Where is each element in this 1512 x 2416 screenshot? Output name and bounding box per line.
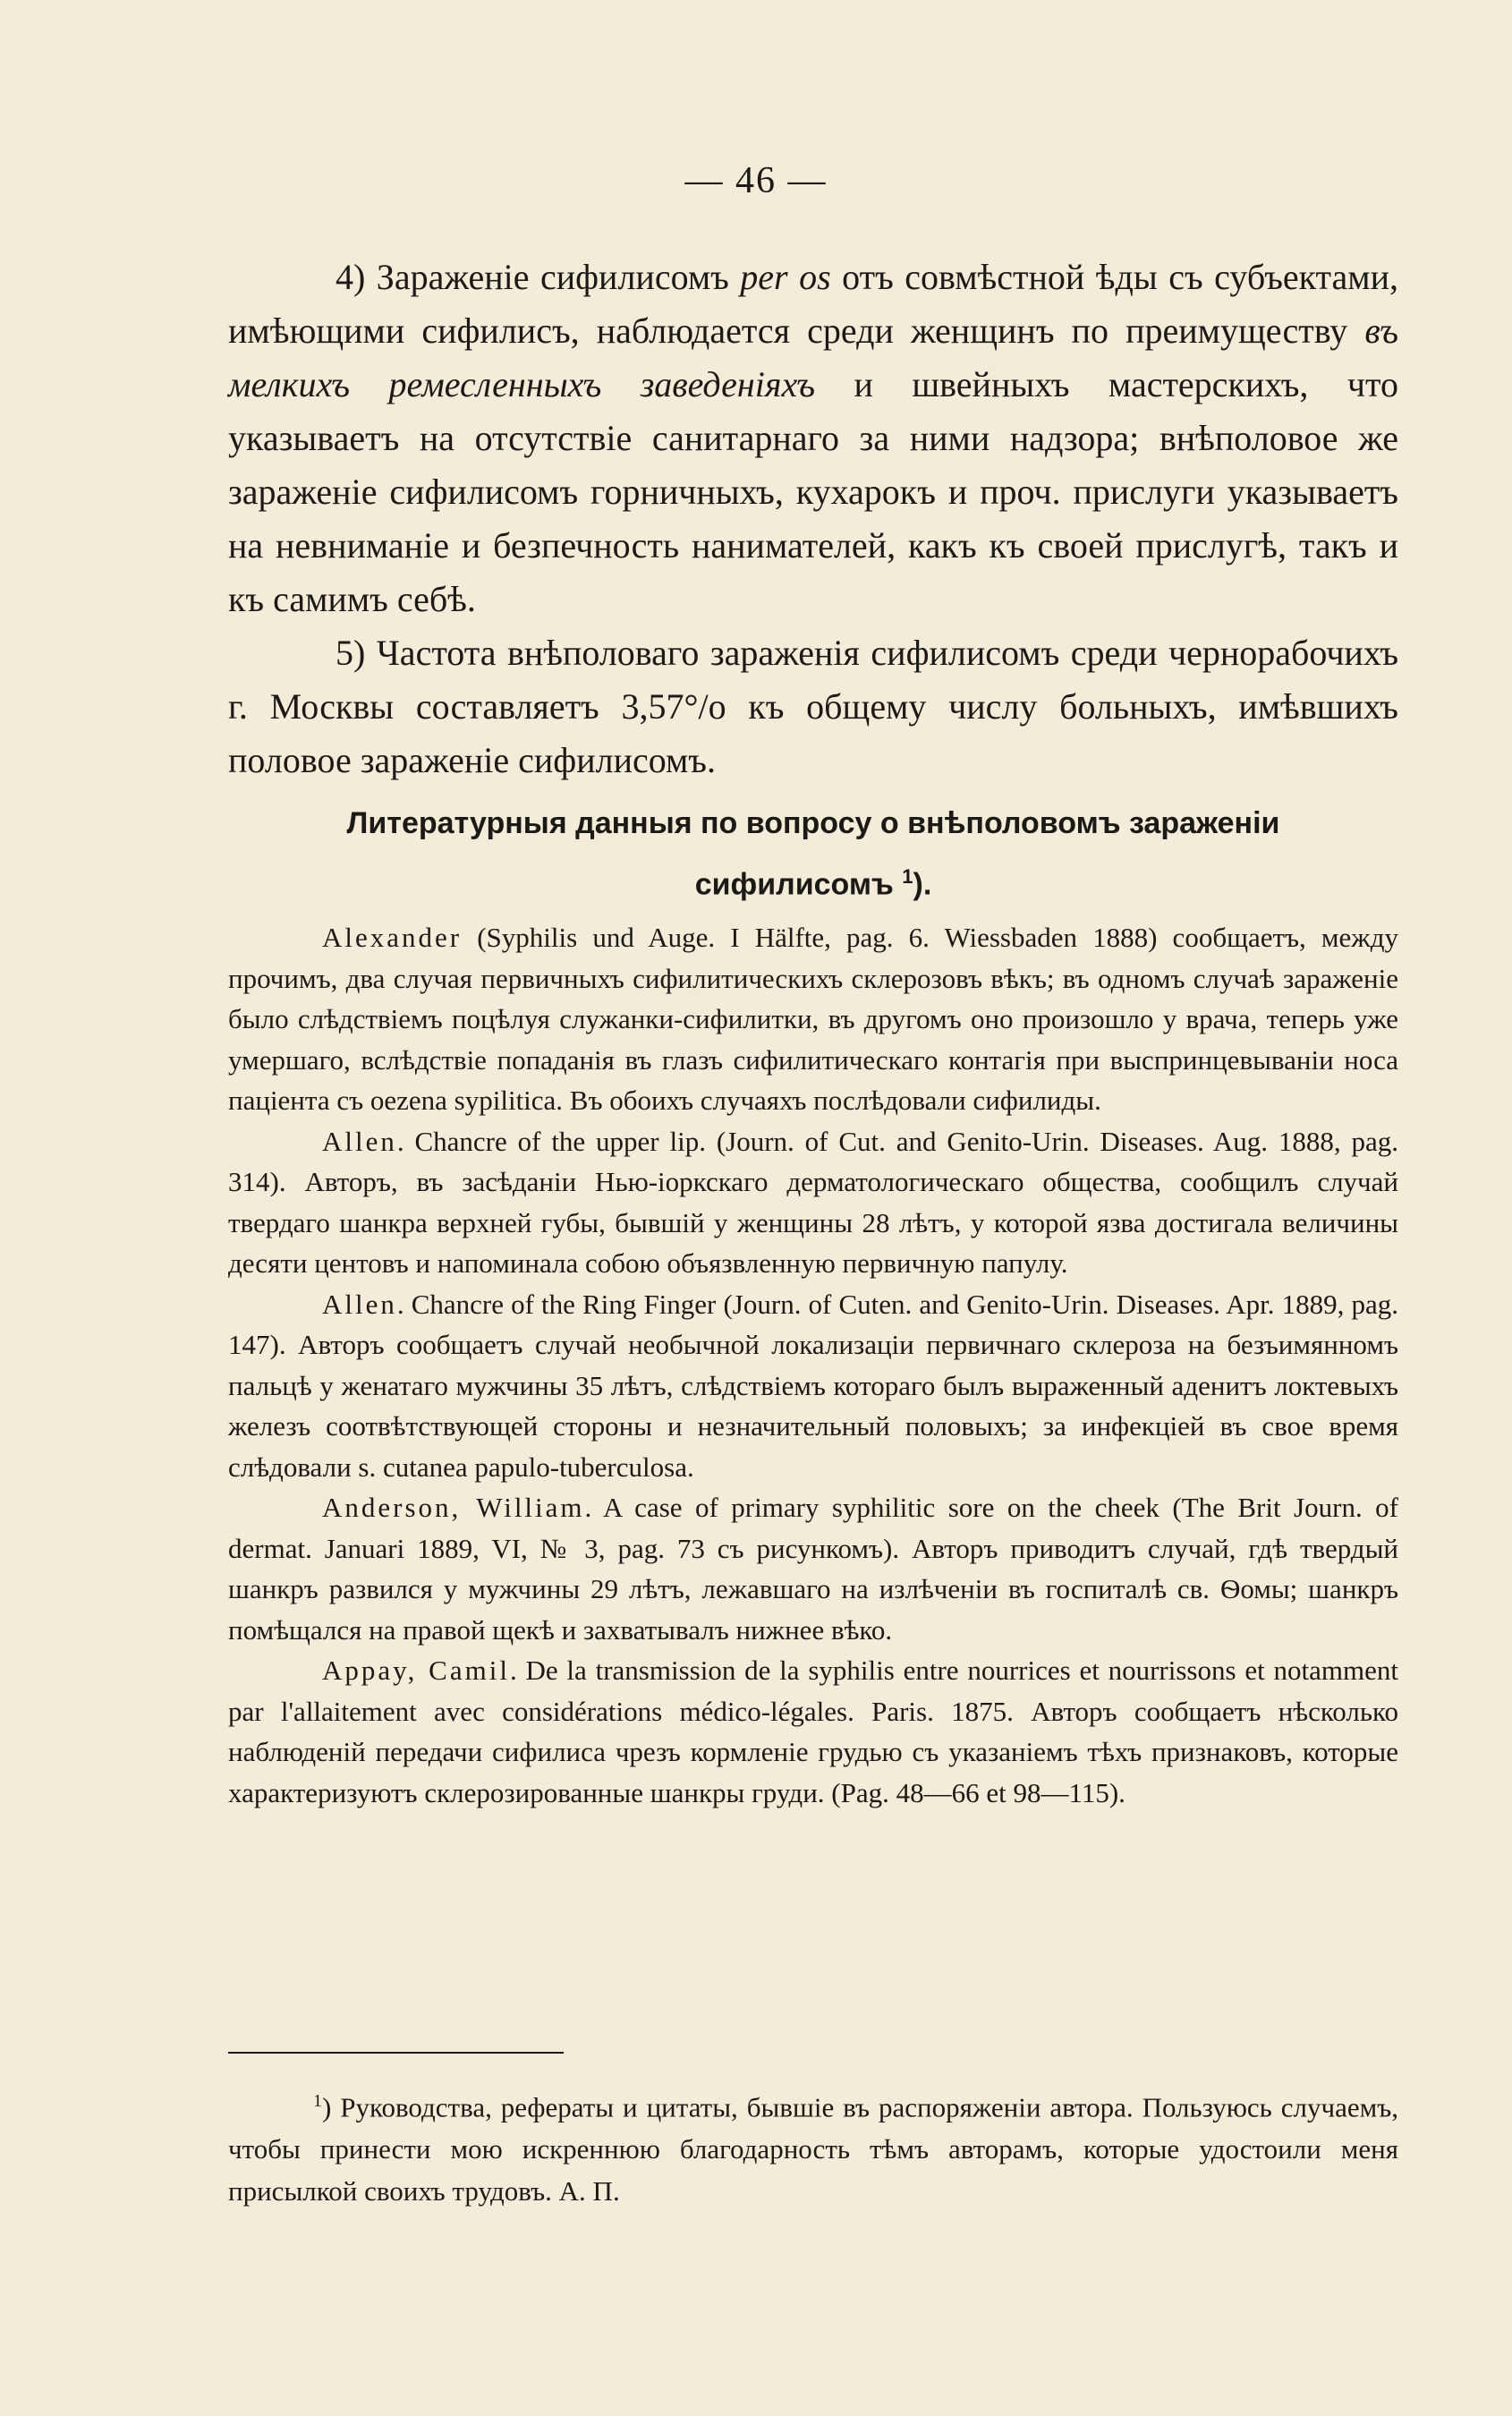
reference-author: Alexander: [322, 922, 463, 953]
references-list: [228, 917, 1398, 1813]
reference-entry: Allen. Chancre of the Ring Finger (Journ. of Cuten. and Genito-Urin. Diseases. Apr. 1889, pag. 147). Авторъ сообщаетъ случай необычной локализаціи первичнаго склероза на безъимянномъ пальцѣ у женатаго мужчины 35 лѣтъ, слѣдствіемъ котораго былъ выраженный аденитъ локтевыхъ железъ соотвѣтствующей стороны и незначительный половыхъ; за инфекціей въ свое время слѣдовали s. cutanea papulo-tuberculosa.: [228, 1288, 1398, 1483]
reference-entry: Alexander (Syphilis und Auge. I Hälfte, pag. 6. Wiessbaden 1888) сообщаетъ, между прочимъ, два случая первичныхъ сифилитическихъ склерозовъ вѣкъ; въ одномъ случаѣ зараженіе было слѣдствіемъ поцѣлуя служанки-сифилитки, въ другомъ оно произошло у врача, теперь уже умершаго, вслѣдствіе попаданія въ глазъ сифилитическаго контагія при выспринцевываніи носа паціента съ oezena syрilitica. Въ обоихъ случаяхъ послѣдовали сифилиды.: [228, 922, 1398, 1116]
reference-entry: Anderson, William. A case of primary syphilitic sore on the cheek (The Brit Journ. of dermat. Januari 1889, VI, № 3, pag. 73 съ рисункомъ). Авторъ приводитъ случай, гдѣ твердый шанкръ развился у мужчины 29 лѣтъ, лежавшаго на излѣченіи въ госпиталѣ св. Ѳомы; шанкръ помѣщался на правой щекѣ и захватывалъ нижнее вѣко.: [228, 1492, 1398, 1646]
footnote: [228, 2080, 1398, 2212]
conclusion-paragraph: 4) Зараженіе сифилисомъ per os отъ совмѣстной ѣды съ субъектами, имѣющими сифилисъ, наблюдается среди женщинъ по преимуществу въ мелкихъ ремесленныхъ заведеніяхъ и швейныхъ мастерскихъ, что указываетъ на отсутствіе санитарнаго за ними надзора; внѣполовое же зараженіе сифилисомъ горничныхъ, кухарокъ и проч. прислуги указываетъ на невниманіе и безпечность нанимателей, какъ къ своей прислугѣ, такъ и къ самимъ себѣ.: [228, 257, 1398, 619]
reference-entry: Allen. Chancre of the upper lip. (Journ. of Cut. and Genito-Urin. Diseases. Aug. 1888, pag. 314). Авторъ, въ засѣданіи Нью-іоркскаго дерматологическаго общества, сообщилъ случай твердаго шанкра верхней губы, бывшій у женщины 28 лѣтъ, у которой язва достигала величины десяти центовъ и напоминала собою объязвленную первичную папулу.: [228, 1125, 1398, 1279]
page-number: — 46 —: [684, 160, 828, 201]
conclusions-section: [228, 251, 1398, 787]
italic-phrase: въ мелкихъ ремесленныхъ заведеніяхъ: [228, 311, 1398, 404]
footnote-text: $^1$) Руководства, рефераты и цитаты, бывшіе въ распоряженіи автора. Пользуюсь случаемъ, чтобы принести мою искреннюю благодарность тѣмъ авторамъ, которые удостоили меня присылкой своихъ трудовъ. А. П.: [228, 2091, 1398, 2208]
conclusion-paragraph: 5) Частота внѣполоваго зараженія сифилисомъ среди чернорабочихъ г. Москвы составляетъ 3,57°/о къ общему числу больныхъ, имѣвшихъ половое зараженіе сифилисомъ.: [228, 633, 1398, 780]
heading-line: сифилисомъ $^1$).: [694, 865, 932, 902]
reference-author: Appay, Camil: [322, 1655, 510, 1686]
footnote-marker: 1: [902, 865, 913, 888]
heading-line: Литературныя данныя по вопросу о внѣполовомъ зараженіи: [346, 806, 1280, 840]
footnote-marker: 1: [313, 2091, 322, 2111]
reference-author: Allen: [322, 1125, 397, 1157]
reference-author: Allen: [322, 1288, 397, 1320]
reference-author: Anderson, William: [322, 1492, 585, 1523]
italic-phrase: per os: [740, 257, 831, 297]
footnote-divider: [228, 2052, 564, 2054]
section-heading: [228, 796, 1398, 911]
reference-entry: Appay, Camil. De la transmission de la syphilis entre nourrices et nourrissons et notamment par l'allaitement avec considérations médico-légales. Paris. 1875. Авторъ сообщаетъ нѣсколько наблюденій передачи сифилиса чрезъ кормленіе грудью съ указаніемъ тѣхъ признаковъ, которые характеризуютъ склерозированные шанкры груди. (Pag. 48—66 et 98—115).: [228, 1655, 1398, 1808]
